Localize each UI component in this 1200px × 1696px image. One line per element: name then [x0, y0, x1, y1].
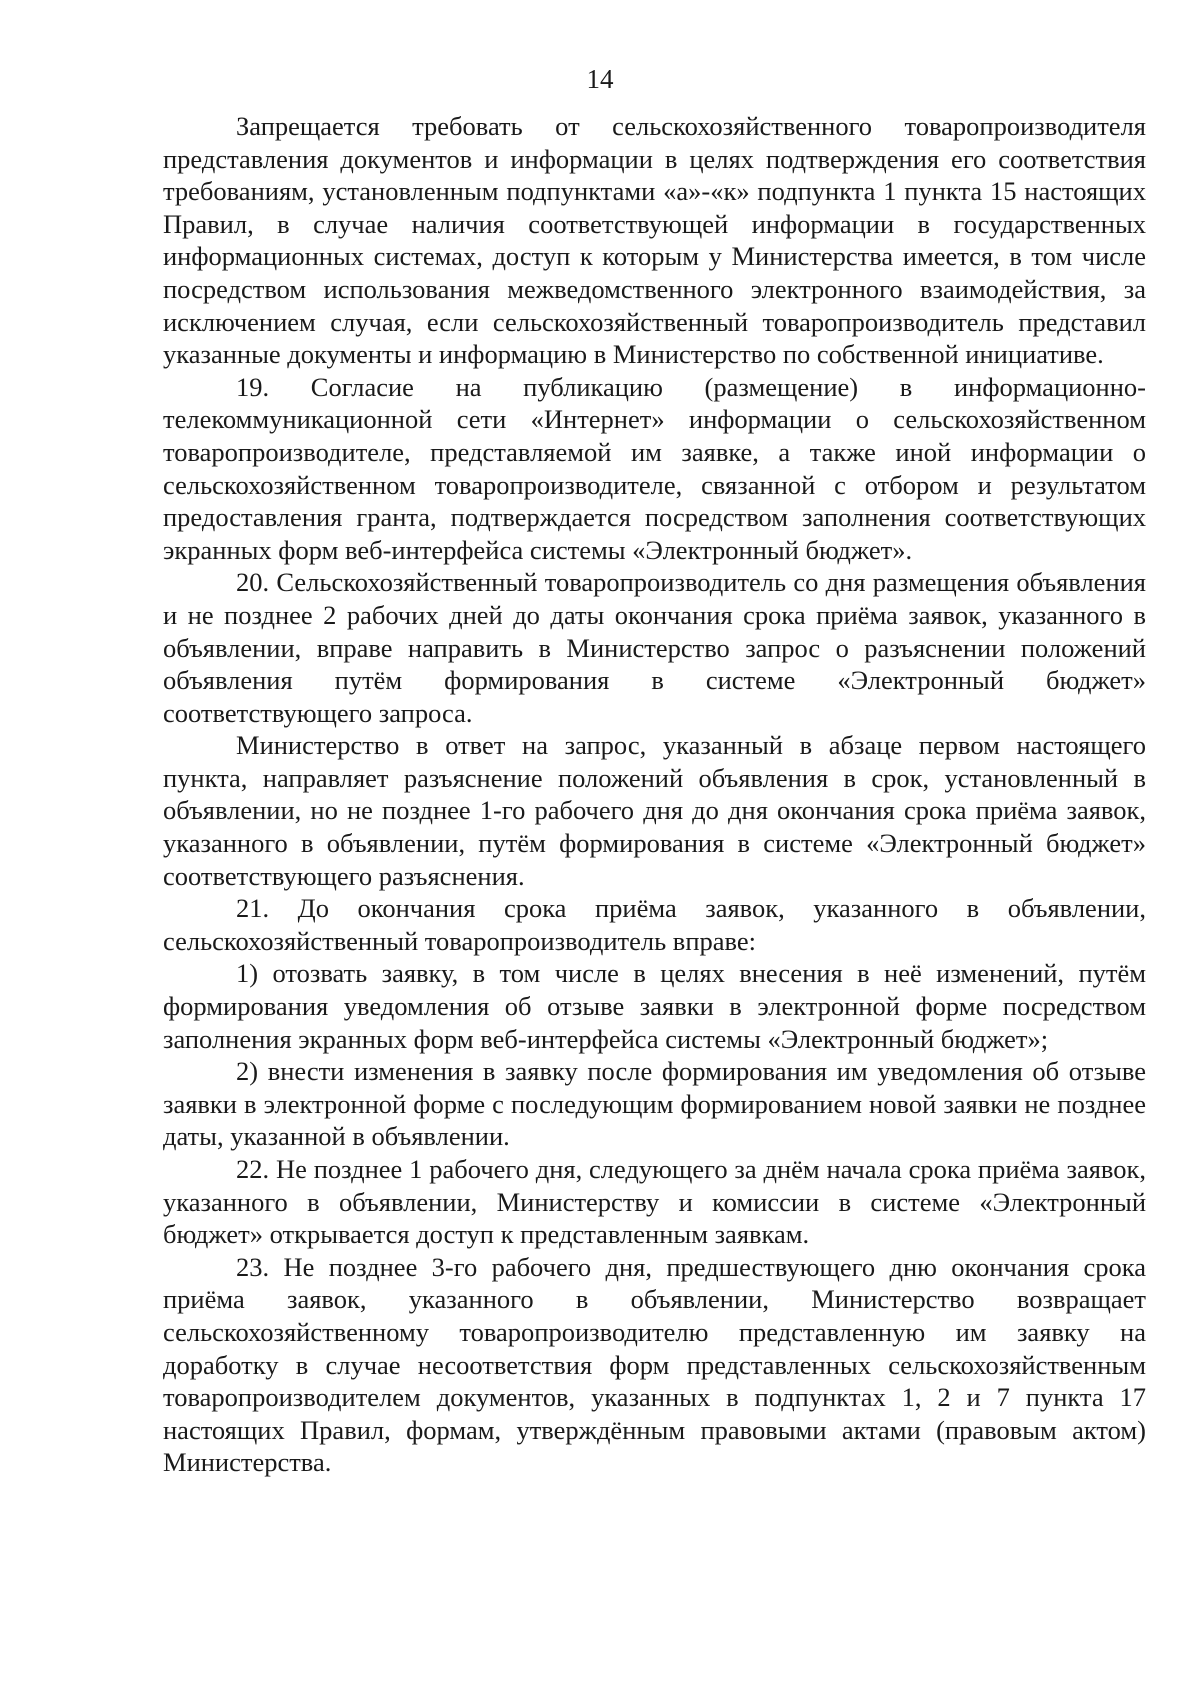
paragraph-23-return-for-revision: 23. Не позднее 3-го рабочего дня, предшествующего дню окончания срока приёма заявок, указанного в объявлении, Министерство возвращает сельскохозяйственному товаропроизводителю представленную им заявку на доработку в случае несоответствия форм представленных сельскохозяйственным товаропроизводителем документов, указанных в подпунктах 1, 2 и 7 пункта 17 настоящих Правил, формам, утверждённым правовыми актами (правовым актом) Министерства.	[163, 1251, 1146, 1478]
page-number: 14	[586, 64, 614, 94]
paragraph-21-item-1-withdraw: 1) отозвать заявку, в том числе в целях внесения в неё изменений, путём формирования уведомления об отзыве заявки в электронной форме посредством заполнения экранных форм веб-интерфейса системы «Электронный бюджет»;	[163, 958, 1146, 1054]
paragraph-21-applicant-rights: 21. До окончания срока приёма заявок, указанного в объявлении, сельскохозяйственный товаропроизводитель вправе:	[163, 893, 1146, 956]
paragraph-22-access-opening: 22. Не позднее 1 рабочего дня, следующего за днём начала срока приёма заявок, указанного в объявлении, Министерству и комиссии в системе «Электронный бюджет» открывается доступ к представленным заявкам.	[163, 1154, 1146, 1250]
paragraph-20-clarification-request: 20. Сельскохозяйственный товаропроизводитель со дня размещения объявления и не позднее 2 рабочих дней до даты окончания срока приёма заявок, указанного в объявлении, вправе направить в Министерство запрос о разъяснении положений объявления путём формирования в системе «Электронный бюджет» соответствующего запроса.	[163, 567, 1146, 728]
paragraph-21-item-2-amend: 2) внести изменения в заявку после формирования им уведомления об отзыве заявки в электронной форме с последующим формированием новой заявки не позднее даты, указанной в объявлении.	[163, 1056, 1146, 1152]
paragraph-19-publication-consent: 19. Согласие на публикацию (размещение) в информационно-телекоммуникационной сети «Интернет» информации о сельскохозяйственном товаропроизводителе, представляемой им заявке, а также иной информации о сельскохозяйственном товаропроизводителе, связанной с отбором и результатом предоставления гранта, подтверждается посредством заполнения соответствующих экранных форм веб-интерфейса системы «Электронный бюджет».	[163, 371, 1146, 565]
document-body	[163, 110, 1146, 1479]
paragraph-20-ministry-response: Министерство в ответ на запрос, указанный в абзаце первом настоящего пункта, направляет разъяснение положений объявления в срок, установленный в объявлении, но не позднее 1-го рабочего дня до дня окончания срока приёма заявок, указанного в объявлении, путём формирования в системе «Электронный бюджет» соответствующего разъяснения.	[163, 730, 1146, 891]
paragraph-data-access-restriction: Запрещается требовать от сельскохозяйственного товаропроизводителя представления документов и информации в целях подтверждения его соответствия требованиям, установленным подпунктами «а»-«к» подпункта 1 пункта 15 настоящих Правил, в случае наличия соответствующей информации в государственных информационных системах, доступ к которым у Министерства имеется, в том числе посредством использования межведомственного электронного взаимодействия, за исключением случая, если сельскохозяйственный товаропроизводитель представил указанные документы и информацию в Министерство по собственной инициативе.	[163, 111, 1146, 370]
